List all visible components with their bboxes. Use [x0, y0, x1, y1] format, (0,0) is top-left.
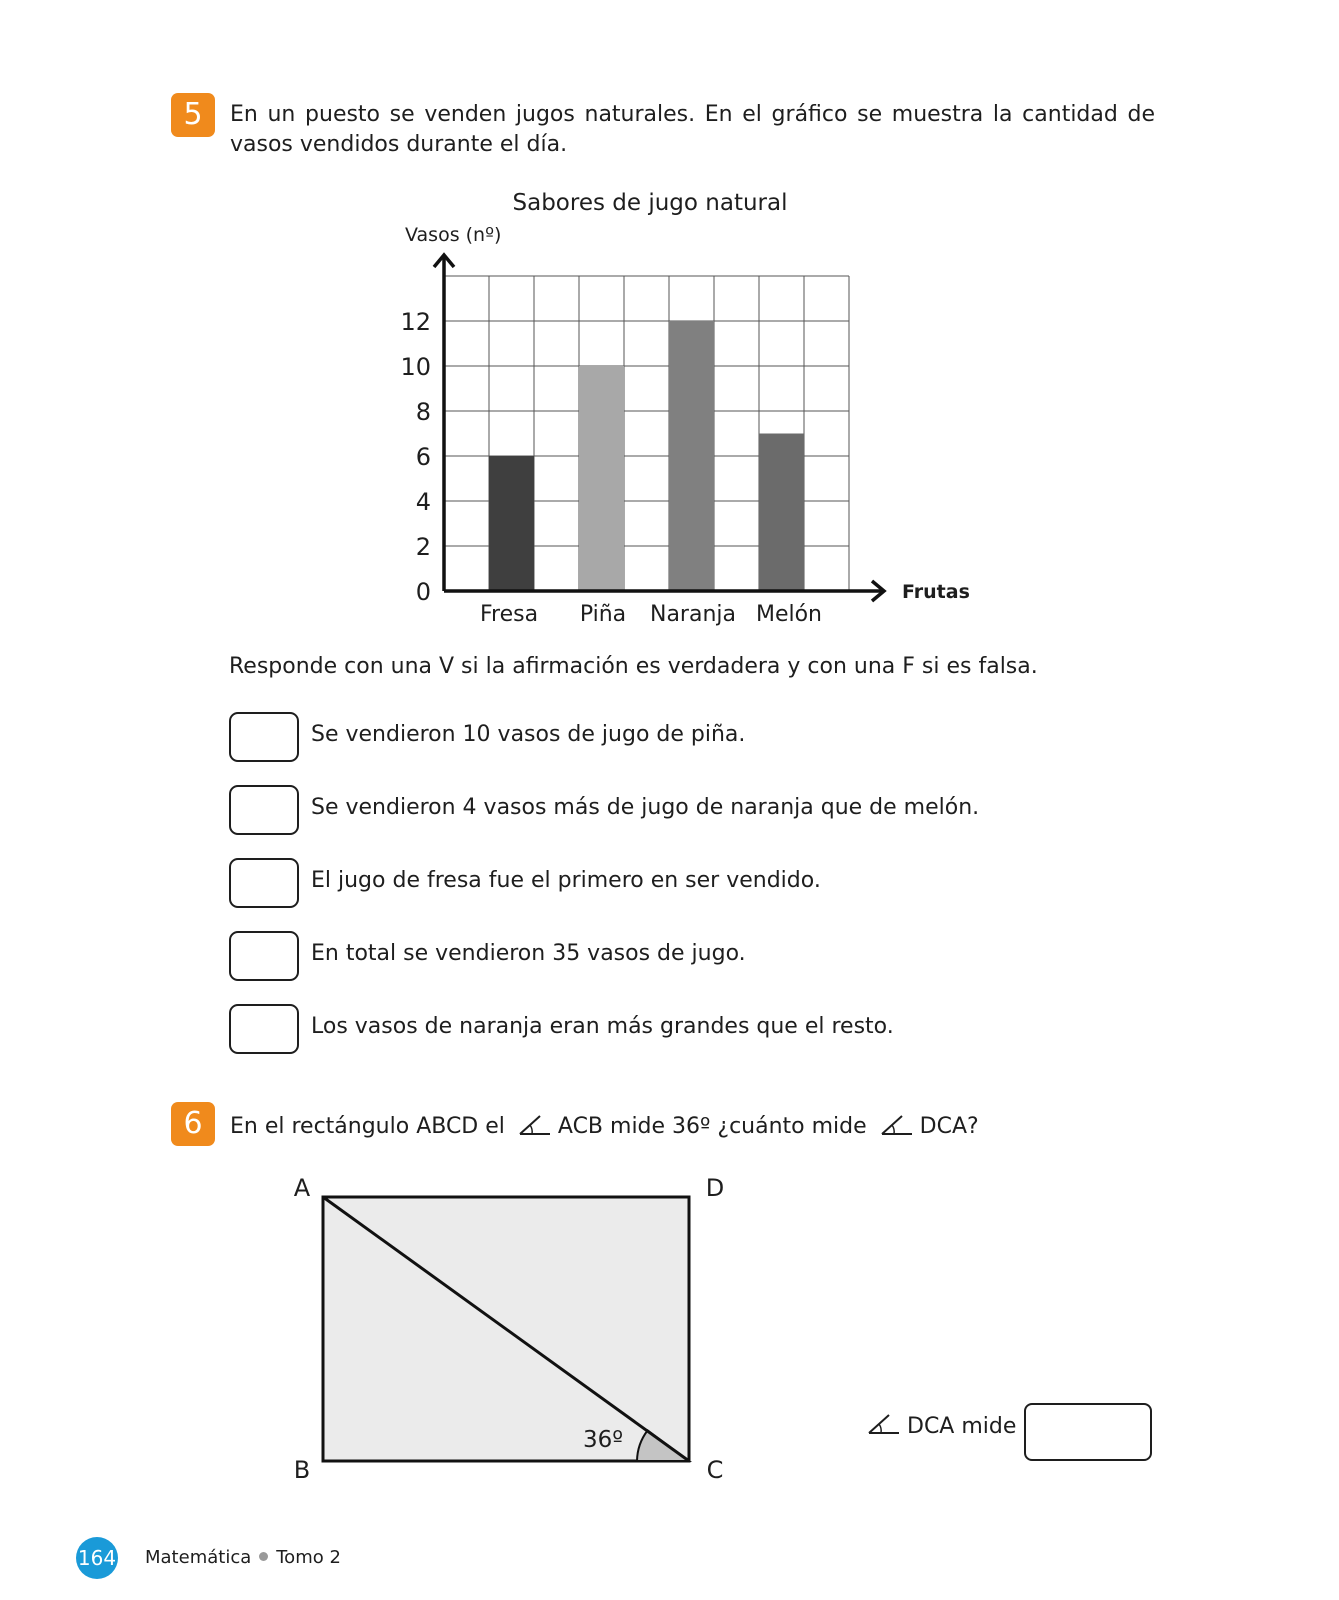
chart-title: Sabores de jugo natural: [512, 190, 788, 216]
bar-piña: [579, 366, 624, 591]
question-6-text-part1: En el rectángulo ABCD el: [230, 1114, 505, 1139]
x-tick-label: Piña: [579, 602, 627, 627]
question-6-text-part3: DCA?: [919, 1114, 979, 1139]
statement-text: El jugo de fresa fue el primero en ser vendido.: [311, 868, 821, 893]
statement-text: Se vendieron 4 vasos más de jugo de naranja que de melón.: [311, 795, 980, 820]
y-tick-label: 8: [415, 398, 431, 426]
statement-text: En total se vendieron 35 vasos de jugo.: [311, 941, 746, 966]
true-false-answer-box[interactable]: [229, 858, 299, 908]
y-axis-label: Vasos (nº): [405, 224, 502, 246]
footer-separator-dot: [259, 1552, 268, 1561]
true-false-answer-box[interactable]: [229, 931, 299, 981]
rectangle-figure: [0, 1160, 800, 1500]
footer-text: [145, 1547, 341, 1568]
angle-icon: [518, 1114, 552, 1136]
question-6-number: 6: [171, 1102, 215, 1146]
x-tick-label: Naranja: [649, 602, 737, 627]
true-false-answer-box[interactable]: [229, 712, 299, 762]
question-6-text-part2: ACB mide 36º ¿cuánto mide: [557, 1114, 867, 1139]
bar-naranja: [669, 321, 714, 591]
bar-melón: [759, 434, 804, 592]
angle-label: 36º: [582, 1427, 624, 1453]
x-tick-label: Fresa: [479, 602, 539, 627]
vertex-label-d: D: [705, 1174, 725, 1202]
vertex-label-b: B: [293, 1456, 311, 1484]
bar-chart: [0, 0, 1339, 650]
y-tick-label: 10: [400, 353, 431, 381]
answer-label-text: DCA mide: [907, 1414, 1017, 1439]
page-number-badge: 164: [76, 1537, 118, 1579]
footer-volume: Tomo 2: [276, 1547, 341, 1568]
answer-input-box[interactable]: [1024, 1403, 1152, 1461]
y-tick-label: 6: [415, 443, 431, 471]
vertex-label-c: C: [706, 1456, 724, 1484]
statement-text: Se vendieron 10 vasos de jugo de piña.: [311, 722, 746, 747]
vertex-label-a: A: [293, 1174, 311, 1202]
y-tick-label: 12: [400, 308, 431, 336]
question-6-text: [230, 1112, 1130, 1142]
x-axis-label: Frutas: [902, 581, 970, 603]
angle-icon: [880, 1114, 914, 1136]
bar-fresa: [489, 456, 534, 591]
instruction-text: Responde con una V si la afirmación es verdadera y con una F si es falsa.: [229, 654, 1038, 679]
y-tick-label: 2: [415, 533, 431, 561]
footer-book: Matemática: [145, 1547, 252, 1568]
answer-label: [907, 1414, 1016, 1439]
statement-text: Los vasos de naranja eran más grandes que el resto.: [311, 1014, 894, 1039]
true-false-answer-box[interactable]: [229, 785, 299, 835]
angle-icon: [867, 1413, 901, 1435]
question-5-number: 5: [171, 93, 215, 137]
x-tick-label: Melón: [755, 602, 823, 627]
y-tick-label: 0: [415, 578, 431, 606]
y-tick-label: 4: [415, 488, 431, 516]
true-false-answer-box[interactable]: [229, 1004, 299, 1054]
question-5-text: En un puesto se venden jugos naturales. En el gráfico se muestra la cantidad de vasos vendidos durante el día.: [230, 102, 1155, 157]
